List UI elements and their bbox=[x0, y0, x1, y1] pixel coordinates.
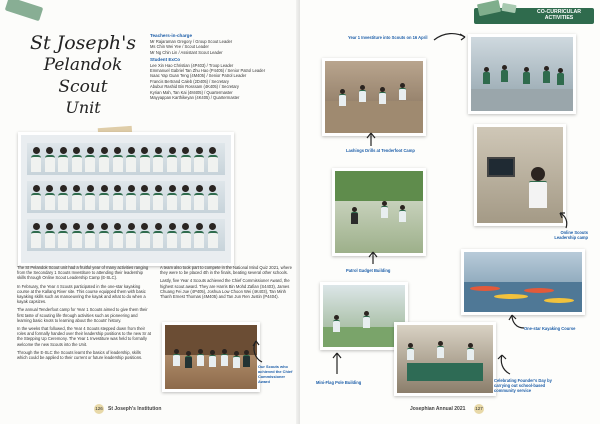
group-member bbox=[99, 185, 109, 209]
group-member bbox=[167, 223, 177, 247]
laptop-screen bbox=[487, 157, 515, 177]
figure bbox=[523, 67, 530, 83]
exco-heading: Student ExCo bbox=[150, 56, 181, 62]
caption-online-camp: Online Scouts Leadership camp bbox=[554, 230, 588, 240]
paragraph: The St Pelandok Scout unit had a fruitful year of many activities ranging from the Secondary 1 Scouts Investiture to attending their leadership skills through Online Scout Leadership Camp (E-SLC). bbox=[17, 265, 149, 281]
group-member bbox=[181, 147, 191, 171]
group-member bbox=[181, 223, 191, 247]
figure bbox=[351, 207, 358, 223]
kayak bbox=[494, 294, 528, 299]
caption-mini-flag: Mini-Flag Pole Building bbox=[316, 380, 362, 385]
figure bbox=[529, 167, 547, 207]
arrow-icon bbox=[496, 352, 514, 376]
section-banner: CO-CURRICULAR ACTIVITIES bbox=[536, 9, 582, 21]
figure bbox=[339, 89, 346, 105]
footer-left: St Joseph's Institution bbox=[108, 406, 162, 412]
group-member bbox=[31, 185, 41, 209]
group-member bbox=[167, 147, 177, 171]
kayak bbox=[544, 298, 574, 303]
figure bbox=[243, 350, 250, 366]
curved-arrow-icon bbox=[250, 338, 264, 364]
figure bbox=[557, 68, 564, 84]
arrow-icon bbox=[330, 350, 344, 376]
group-member bbox=[31, 147, 41, 171]
group-member bbox=[72, 185, 82, 209]
group-member bbox=[72, 147, 82, 171]
caption-founders-day: Celebrating Founder's Day by carrying out school-based community service bbox=[494, 378, 552, 393]
footer-right: Josephian Annual 2021 bbox=[410, 406, 466, 412]
figure bbox=[483, 67, 490, 83]
activity-table bbox=[407, 363, 483, 381]
award-caption: Our Scouts who achieved the Chief Commissioner Award bbox=[258, 364, 293, 384]
kayak bbox=[524, 288, 554, 293]
photo-kayaking bbox=[461, 249, 585, 315]
teachers-heading: Teachers-in-charge bbox=[150, 33, 193, 38]
group-member bbox=[85, 185, 95, 209]
photo-lashing bbox=[322, 58, 426, 136]
group-member bbox=[45, 185, 55, 209]
group-member bbox=[208, 185, 218, 209]
group-member bbox=[113, 185, 123, 209]
group-member bbox=[99, 223, 109, 247]
figure bbox=[407, 343, 414, 359]
photo-founders-day bbox=[394, 322, 496, 396]
caption-gadget: Patrol Gadget Building bbox=[346, 268, 391, 273]
figure bbox=[197, 349, 204, 365]
group-member bbox=[153, 147, 163, 171]
group-member bbox=[85, 147, 95, 171]
group-member bbox=[45, 223, 55, 247]
figure bbox=[437, 341, 444, 357]
article-column-2 bbox=[160, 265, 295, 302]
figure bbox=[233, 351, 240, 367]
figure bbox=[173, 349, 180, 365]
group-member bbox=[167, 185, 177, 209]
award-photo bbox=[162, 322, 260, 392]
group-member bbox=[140, 147, 150, 171]
exco-entry: Emmanuel Gabriel Tan Zhu Hao (P4405) / Senior Patrol Leader bbox=[150, 67, 266, 73]
page-number-left: 126 bbox=[94, 404, 104, 414]
corner-decoration bbox=[5, 0, 44, 21]
group-member bbox=[181, 185, 191, 209]
group-member bbox=[208, 147, 218, 171]
group-member bbox=[45, 147, 55, 171]
arrow-icon bbox=[364, 130, 378, 148]
paragraph: Lastly, five Year 4 Scouts achieved the Chief Commissioner Award, the highest scout award. They are Harris Bin Mohd Zafian (S4403), James Chuang Fei Jue (4P405), Joshua Low Choon Wei (4K403), Tan Minh Thanh Ernest Thomas (4M405) and Tan Jun Ren Justin (P4404). bbox=[160, 278, 290, 300]
group-member bbox=[208, 223, 218, 247]
article-column-1 bbox=[17, 265, 152, 363]
arrow-icon bbox=[556, 210, 572, 230]
group-member bbox=[140, 185, 150, 209]
staff-list bbox=[150, 33, 288, 100]
group-member bbox=[99, 147, 109, 171]
figure bbox=[543, 66, 550, 82]
group-member bbox=[31, 223, 41, 247]
figure bbox=[333, 315, 340, 331]
figure bbox=[501, 65, 508, 81]
paragraph: Through the E-SLC the Scouts learnt the basics of leadership, skills which could be applied to their current or future leadership positions. bbox=[17, 349, 143, 361]
figure bbox=[399, 83, 406, 99]
teacher-entry: Mr Ng Chin Lin / Assistant Scout Leader bbox=[150, 49, 223, 55]
group-member bbox=[126, 147, 136, 171]
paragraph: In the weeks that followed, the Year 4 Scouts stepped down from their roles and formally handed over their leadership positions to the new Sr at the Stepping Up Ceremony. The Year 1 Investiture was held to formally welcome the new Scouts into the Unit. bbox=[17, 326, 151, 347]
group-member bbox=[113, 223, 123, 247]
figure bbox=[363, 311, 370, 327]
paragraph: In February, the Year 4 Scouts participated in the one-star kayaking course at the Kallang River site. This course equipped them with basic kayaking skills such as manoeuvring the kayak and what to do when a kayak capsizes. bbox=[17, 283, 146, 305]
figure bbox=[209, 350, 216, 366]
group-member bbox=[194, 223, 204, 247]
exco-entry: Francis Bertrand Caleb (2D405) / Secretary bbox=[150, 78, 229, 84]
exco-entry: Abubur Rashid Bin Rosssam (4K405) / Secretary bbox=[150, 84, 239, 90]
figure bbox=[359, 85, 366, 101]
group-member bbox=[126, 223, 136, 247]
title-line-3: Unit bbox=[65, 98, 101, 117]
caption-kayaking: One-star Kayaking Course bbox=[524, 326, 576, 331]
figure bbox=[467, 343, 474, 359]
group-member bbox=[85, 223, 95, 247]
arrow-icon bbox=[432, 30, 468, 44]
caption-investiture: Year 1 Investiture into Scouts on 16 April bbox=[348, 35, 428, 40]
photo-gadget bbox=[332, 168, 426, 256]
title-line-2: Pelandok Scout bbox=[43, 55, 123, 97]
exco-entry: Mayyappan Karthikeyan (4K405) / Quartermaster bbox=[150, 94, 240, 100]
figure bbox=[221, 349, 228, 365]
group-photo bbox=[18, 132, 234, 266]
group-member bbox=[72, 223, 82, 247]
exco-entry: Kyrian Mah, Tan Kai (4M405) / Quartermaster bbox=[150, 89, 233, 95]
exco-entry: Lee Xin Hao Christian (4P403) / Troop Leader bbox=[150, 62, 234, 68]
teacher-entry: Mr Rajaraman Gregory / Group Scout Leader bbox=[150, 38, 233, 44]
arrow-icon bbox=[366, 250, 380, 266]
photo-trees bbox=[335, 171, 423, 201]
paragraph: A team also took part to compete in the National Mind Quiz 2021, where they were to be placed 4th in the finals, beating several other schools. bbox=[160, 265, 292, 276]
photo-investiture bbox=[468, 34, 576, 114]
figure bbox=[399, 205, 406, 221]
caption-lashing: Lashings Drills at Tenderfoot Camp bbox=[346, 148, 415, 153]
figure bbox=[185, 351, 192, 367]
title-line-1: St Joseph's bbox=[29, 32, 137, 54]
teacher-entry: Ms Chin Wei Yee / Scout Leader bbox=[150, 44, 209, 50]
group-member bbox=[153, 223, 163, 247]
group-member bbox=[194, 185, 204, 209]
page-title bbox=[28, 32, 138, 118]
group-member bbox=[58, 185, 68, 209]
page-number-right: 127 bbox=[474, 404, 484, 414]
photo-floor bbox=[471, 89, 573, 111]
group-member bbox=[58, 147, 68, 171]
group-member bbox=[153, 185, 163, 209]
group-member bbox=[113, 147, 123, 171]
figure bbox=[381, 201, 388, 217]
photo-online-camp bbox=[474, 124, 566, 226]
kayak bbox=[470, 286, 500, 291]
exco-entry: Isaac Yap Guan Teng (4M405) / Senior Patrol Leader bbox=[150, 73, 247, 79]
figure bbox=[379, 87, 386, 103]
group-member bbox=[140, 223, 150, 247]
paragraph: The annual Tenderfoot camp for Year 1 Scouts aimed to give them their first taste of scouting life through activities such as pioneering and learning basic knots to learning about the Scouts' history. bbox=[17, 307, 148, 323]
group-member bbox=[126, 185, 136, 209]
group-member bbox=[194, 147, 204, 171]
group-member bbox=[58, 223, 68, 247]
